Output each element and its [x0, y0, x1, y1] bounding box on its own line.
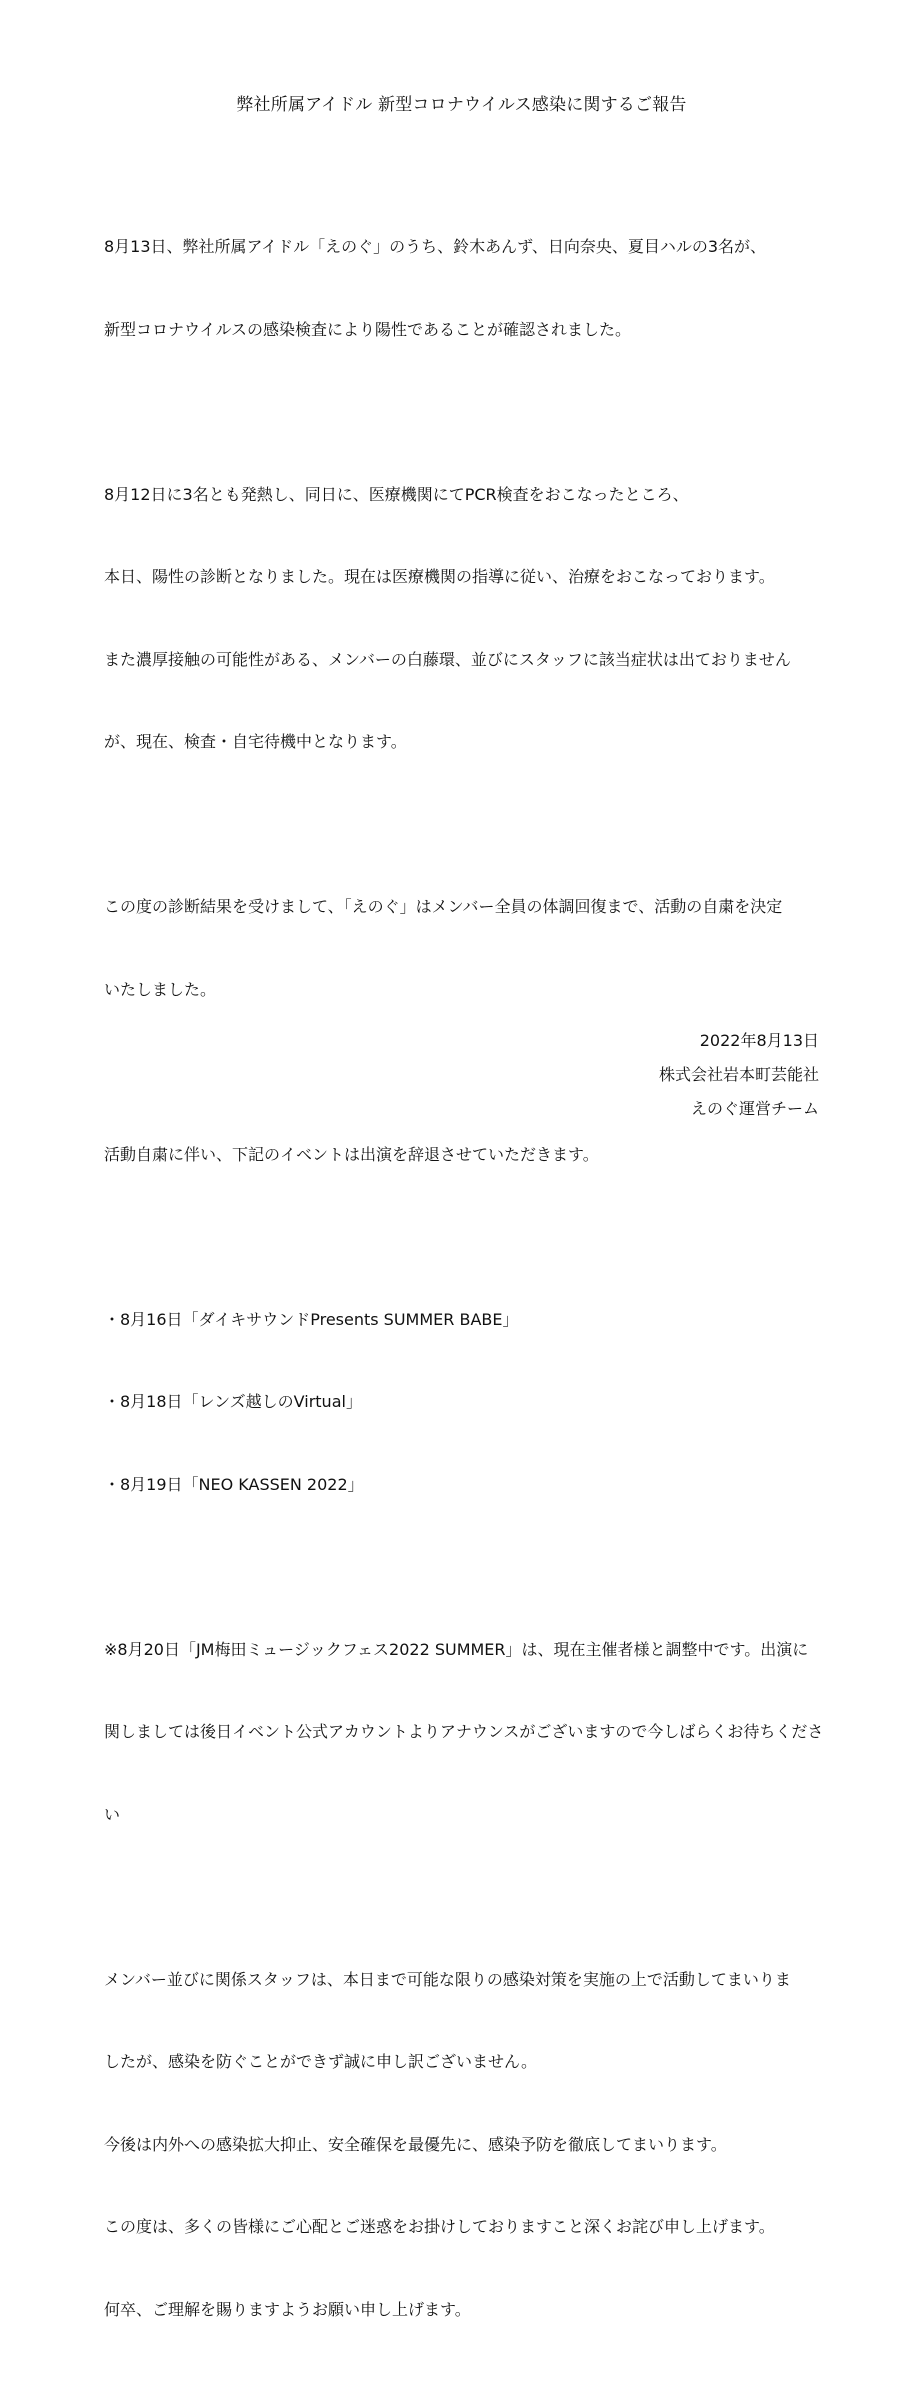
text-line: いたしました。: [104, 979, 217, 999]
text-line: 本日、陽性の診断となりました。現在は医療機関の指導に従い、治療をおこなっております。: [104, 567, 775, 586]
text-line: したが、感染を防ぐことができず誠に申し訳ございません。: [104, 2052, 537, 2071]
event-list-item: ・8月16日「ダイキサウンドPresents SUMMER BABE」: [104, 1309, 519, 1329]
text-line: この度は、多くの皆様にご心配とご迷惑をお掛けしておりますこと深くお詫び申し上げます。: [104, 2217, 775, 2236]
text-line: ※8月20日「JM梅田ミュージックフェス2022 SUMMER」は、現在主催者様と調整中です。出演に: [104, 1639, 809, 1659]
signature-team: えのぐ運営チーム: [690, 1099, 819, 1118]
paragraph-note: [104, 1581, 834, 1884]
event-list-item: ・8月19日「NEO KASSEN 2022」: [104, 1474, 364, 1494]
signature-company: 株式会社岩本町芸能社: [658, 1065, 819, 1084]
text-line: 活動自粛に伴い、下記のイベントは出演を辞退させていただきます。: [104, 1144, 599, 1164]
paragraph-announcement: [104, 178, 834, 398]
text-line: また濃厚接触の可能性がある、メンバーの白藤環、並びにスタッフに該当症状は出ておりません: [104, 649, 791, 669]
text-line: 8月12日に3名とも発熱し、同日に、医療機関にてPCR検査をおこなったところ、: [104, 484, 689, 504]
text-line: 8月13日、弊社所属アイドル「えのぐ」のうち、鈴木あんず、日向奈央、夏目ハルの3名が、: [104, 237, 766, 256]
event-list: [104, 1251, 834, 1554]
document-body: [104, 178, 834, 2400]
text-line: メンバー並びに関係スタッフは、本日まで可能な限りの感染対策を実施の上で活動してまいりま: [104, 1969, 791, 1989]
event-list-item: ・8月18日「レンズ越しのVirtual」: [104, 1392, 362, 1411]
text-line: が、現在、検査・自宅待機中となります。: [104, 732, 407, 751]
text-line: 何卒、ご理解を賜りますようお願い申し上げます。: [104, 2299, 471, 2319]
paragraph-details: [104, 426, 834, 811]
signature-date: 2022年8月13日: [699, 1031, 819, 1050]
text-line: この度の診断結果を受けまして、「えのぐ」はメンバー全員の体調回復まで、活動の自粛を決定: [104, 897, 783, 916]
signature-block: [659, 1024, 819, 1126]
text-line: 新型コロナウイルスの感染検査により陽性であることが確認されました。: [104, 319, 632, 339]
document-title: 弊社所属アイドル 新型コロナウイルス感染に関するご報告: [236, 95, 687, 115]
text-line: 今後は内外への感染拡大抑止、安全確保を最優先に、感染予防を徹底してまいります。: [104, 2134, 727, 2154]
text-line: い: [104, 1804, 121, 1824]
paragraph-apology: [104, 1911, 834, 2379]
text-line: 関しましては後日イベント公式アカウントよりアナウンスがございますので今しばらくお待ちくださ: [104, 1722, 824, 1741]
